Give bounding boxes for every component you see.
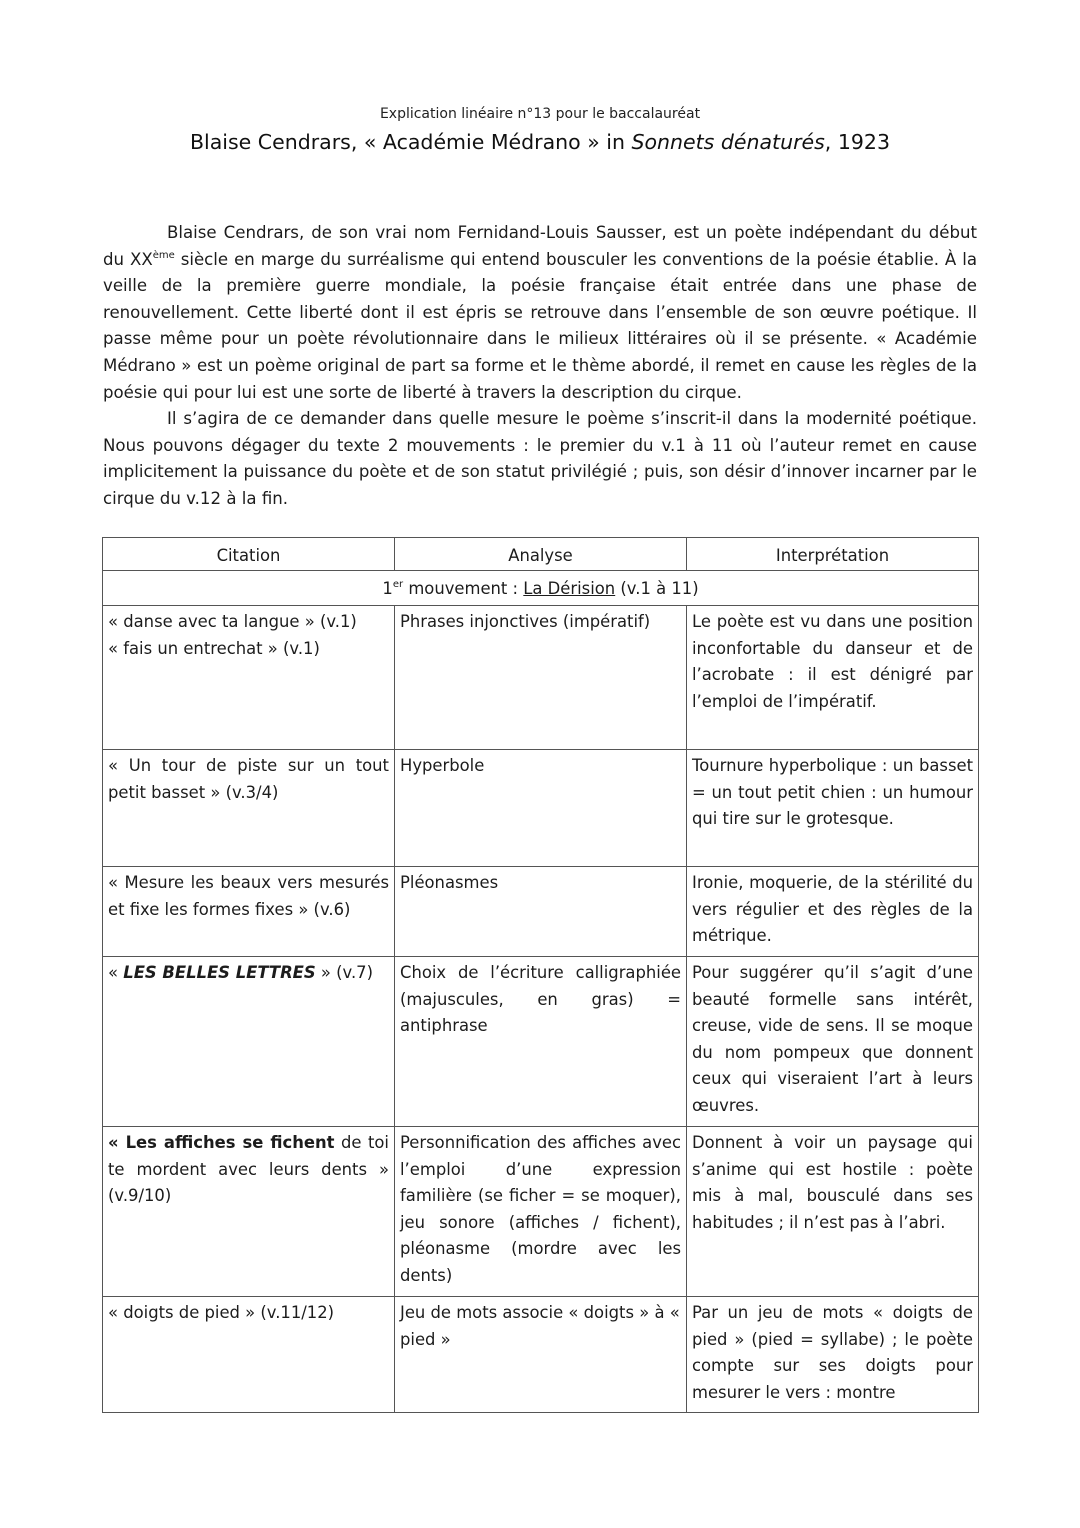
document-title <box>0 128 1080 156</box>
movement-label: mouvement : <box>403 579 524 598</box>
analyse-cell: Jeu de mots associe « doigts » à « pied » <box>395 1297 687 1413</box>
citation-bold: « Les affiches se fichent <box>108 1133 335 1152</box>
intro-p1-text-b: siècle en marge du surréalisme qui entend bousculer les conventions de la poésie établie. À la veille de la première guerre mondiale, la poésie française était entrée dans une phase de renouvellement. Cette liberté dont il est épris se retrouve dans l’ensemble de son œuvre poétique. Il passe même pour un poète révolutionnaire dans le milieux littéraires où il se présente. « Académie Médrano » est un poème original de part sa forme et le thème abordé, il remet en cause les règles de la poésie qui pour lui est une sorte de liberté à travers la description du cirque. <box>103 249 977 402</box>
analysis-table <box>102 537 979 1413</box>
analyse-cell: Choix de l’écriture calligraphiée (majuscules, en gras) = antiphrase <box>395 957 687 1127</box>
interpretation-cell: Pour suggérer qu’il s’agit d’une beauté formelle sans intérêt, creuse, vide de sens. Il se moque du nom pompeux que donnent ceux qui viseraient l’art à leurs œuvres. <box>687 957 979 1127</box>
table-header-row <box>103 538 979 571</box>
introduction <box>103 220 977 513</box>
movement-range: (v.1 à 11) <box>615 579 699 598</box>
table-row <box>103 606 979 750</box>
citation-cell <box>103 606 395 750</box>
table-row <box>103 867 979 957</box>
citation-emphasis: LES BELLES LETTRES <box>123 963 316 982</box>
header-analyse: Analyse <box>395 538 687 571</box>
table-row <box>103 1127 979 1297</box>
movement-name: La Dérision <box>523 579 616 598</box>
analyse-cell: Hyperbole <box>395 750 687 867</box>
interpretation-cell: Ironie, moquerie, de la stérilité du vers régulier et des règles de la métrique. <box>687 867 979 957</box>
table-row <box>103 957 979 1127</box>
movement-heading <box>103 571 979 606</box>
citation-cell <box>103 957 395 1127</box>
citation-close-quote: » (v.7) <box>315 963 374 982</box>
movement-ordinal: er <box>392 579 404 590</box>
table-row <box>103 1297 979 1413</box>
header-interpretation: Interprétation <box>687 538 979 571</box>
movement-row <box>103 571 979 606</box>
title-work: Sonnets dénaturés <box>631 130 825 154</box>
intro-p1-text-a: Blaise Cendrars, de son vrai nom Fernidand-Louis Sausser, est un poète indépendant du début du XX <box>103 223 977 269</box>
analyse-cell: Pléonasmes <box>395 867 687 957</box>
analyse-cell: Personnification des affiches avec l’emploi d’une expression familière (se ficher = se moquer), jeu sonore (affiches / fichent), pléonasme (mordre avec les dents) <box>395 1127 687 1297</box>
citation-line: « danse avec ta langue » (v.1) <box>108 612 357 631</box>
intro-p1-superscript: ème <box>152 249 175 261</box>
header-citation: Citation <box>103 538 395 571</box>
document-subtitle: Explication linéaire n°13 pour le baccalauréat <box>379 106 701 122</box>
interpretation-cell: Donnent à voir un paysage qui s’anime qui est hostile : poète mis à mal, bousculé dans ses habitudes ; il n’est pas à l’abri. <box>687 1127 979 1297</box>
interpretation-cell: Le poète est vu dans une position inconfortable du danseur et de l’acrobate : il est dénigré par l’emploi de l’impératif. <box>687 606 979 750</box>
analyse-cell: Phrases injonctives (impératif) <box>395 606 687 750</box>
title-year: , 1923 <box>824 130 891 154</box>
movement-number: 1 <box>382 579 393 598</box>
citation-rest: de toi te mordent avec leurs dents » (v.9/10) <box>108 1133 389 1206</box>
intro-paragraph-1 <box>103 220 977 406</box>
citation-line: « fais un entrechat » (v.1) <box>108 638 320 658</box>
intro-paragraph-2: Il s’agira de ce demander dans quelle mesure le poème s’inscrit-il dans la modernité poétique. Nous pouvons dégager du texte 2 mouvements : le premier du v.1 à 11 où l’auteur remet en cause implicitement la puissance du poète et de son statut privilégié ; puis, son désir d’innover incarner par le cirque du v.12 à la fin. <box>103 409 977 508</box>
citation-cell <box>103 1127 395 1297</box>
citation-cell: « Un tour de piste sur un tout petit basset » (v.3/4) <box>103 750 395 867</box>
title-author: Blaise Cendrars, « Académie Médrano » in <box>189 130 632 154</box>
interpretation-cell: Par un jeu de mots « doigts de pied » (pied = syllabe) ; le poète compte sur ses doigts pour mesurer le vers : montre <box>687 1297 979 1413</box>
citation-open-quote: « <box>108 963 124 982</box>
citation-cell: « Mesure les beaux vers mesurés et fixe les formes fixes » (v.6) <box>103 867 395 957</box>
interpretation-cell: Tournure hyperbolique : un basset = un tout petit chien : un humour qui tire sur le grotesque. <box>687 750 979 867</box>
citation-cell: « doigts de pied » (v.11/12) <box>103 1297 395 1413</box>
table-row <box>103 750 979 867</box>
